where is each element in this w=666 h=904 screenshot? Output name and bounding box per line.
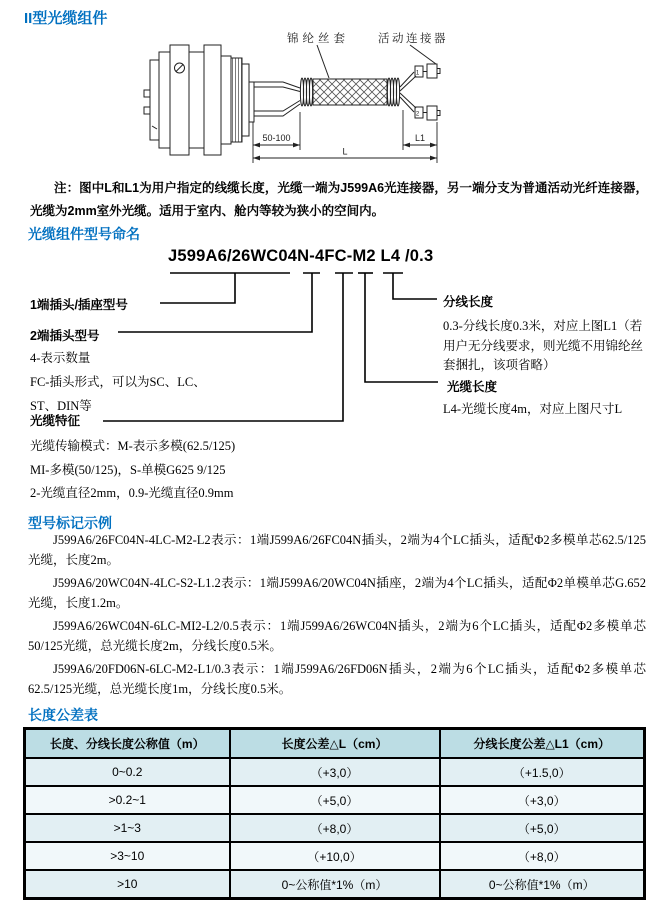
header-cell: 长度、分线长度公称值（m） xyxy=(25,729,230,759)
label-end2-type: 2端插头型号 xyxy=(30,329,100,343)
dim-branch-label: L1 xyxy=(414,133,426,143)
tolerance-heading: 长度公差表 xyxy=(28,707,98,723)
tolerance-table xyxy=(23,727,646,900)
example-paragraph: J599A6/26WC04N-6LC-MI2-L2/0.5表示：1端J599A6/26WC04N插头，2端为6个LC插头，适配Φ2多模单芯50/125光缆，总光缆长度2m，分线长度0.5米。 xyxy=(28,619,646,653)
header-cell: 长度公差△L（cm） xyxy=(230,729,440,759)
label-cable-length: 光缆长度 xyxy=(447,380,498,394)
label-cable-mode2: MI-多模(50/125)，S-单模G625 9/125 xyxy=(30,463,226,477)
table-row xyxy=(25,758,645,786)
table-cell: 0~公称值*1%（m） xyxy=(440,870,645,899)
table-cell: （+3,0） xyxy=(440,786,645,814)
table-cell: >0.2~1 xyxy=(25,786,230,814)
example-paragraph: J599A6/26FC04N-4LC-M2-L2表示：1端J599A6/26FC04N插头，2端为4个LC插头，适配Φ2多模单芯62.5/125光缆，长度2m。 xyxy=(28,533,646,567)
usage-note: 注：图中L和L1为用户指定的线缆长度，光缆一端为J599A6光连接器，另一端分支为普通活动光纤连接器，光缆为2mm室外光缆。适用于室内、舱内等较为狭小的空间内。 xyxy=(30,181,648,218)
table-cell: （+3,0） xyxy=(230,758,440,786)
port-1-label: 1 xyxy=(415,70,420,77)
movable-connector-leader xyxy=(410,45,436,64)
table-cell: （+8,0） xyxy=(230,814,440,842)
table-cell: （+1.5,0） xyxy=(440,758,645,786)
label-end2-style2: ST、DIN等 xyxy=(30,399,92,413)
table-row xyxy=(25,842,645,870)
cable-assembly-drawing xyxy=(0,28,666,178)
table-cell: >10 xyxy=(25,870,230,899)
nylon-mesh-sleeve xyxy=(313,79,387,105)
naming-heading: 光缆组件型号命名 xyxy=(28,226,140,242)
label-end2-qty: 4-表示数量 xyxy=(30,351,91,365)
label-end2-style: FC-插头形式，可以为SC、LC、 xyxy=(30,375,206,389)
port-2-label: 2 xyxy=(415,111,420,118)
table-cell: （+5,0） xyxy=(230,786,440,814)
movable-connector-callout: 活动连接器 xyxy=(378,33,448,45)
nylon-sleeve-leader xyxy=(317,45,329,78)
connector-body xyxy=(144,45,254,155)
label-end1-type: 1端插头/插座型号 xyxy=(30,298,128,312)
label-cable-length-line: L4-光缆长度4m，对应上图尺寸L xyxy=(443,402,623,416)
table-row xyxy=(25,814,645,842)
cable-lines xyxy=(254,82,300,116)
dim-lead-label: 50-100 xyxy=(262,133,291,143)
example-paragraph: J599A6/20FD06N-6LC-M2-L1/0.3表示：1端J599A6/26FD06N插头，2端为6个LC插头，适配Φ2多模单芯62.5/125光缆，总光缆长度1m，分线长度0.5米。 xyxy=(28,662,646,696)
table-cell: （+10,0） xyxy=(230,842,440,870)
table-cell: 0~0.2 xyxy=(25,758,230,786)
label-branch-length: 分线长度 xyxy=(443,295,494,309)
table-cell: 0~公称值*1%（m） xyxy=(230,870,440,899)
label-branch-line3: 套捆扎，该项省略） xyxy=(443,358,556,372)
dim-total-label: L xyxy=(342,146,348,157)
table-row xyxy=(25,870,645,899)
table-header-row xyxy=(25,729,645,759)
label-cable-feature: 光缆特征 xyxy=(30,414,81,428)
page-title: II型光缆组件 xyxy=(24,10,108,27)
example-paragraph: J599A6/20WC04N-4LC-S2-L1.2表示：1端J599A6/20WC04N插座，2端为4个LC插头，适配Φ2单模单芯G.652光缆，长度1.2m。 xyxy=(28,576,646,610)
table-cell: >1~3 xyxy=(25,814,230,842)
nylon-sleeve-callout: 锦纶丝套 xyxy=(287,33,349,45)
table-row xyxy=(25,786,645,814)
examples-block xyxy=(28,531,646,703)
branch-connectors xyxy=(400,64,440,120)
examples-heading: 型号标记示例 xyxy=(28,515,112,531)
header-cell: 分线长度公差△L1（cm） xyxy=(440,729,645,759)
table-cell: （+5,0） xyxy=(440,814,645,842)
table-cell: >3~10 xyxy=(25,842,230,870)
label-cable-diameter: 2-光缆直径2mm，0.9-光缆直径0.9mm xyxy=(30,486,234,500)
model-number: J599A6/26WC04N-4FC-M2 L4 /0.3 xyxy=(168,247,434,265)
label-branch-line1: 0.3-分线长度0.3米，对应上图L1（若 xyxy=(443,319,643,333)
table-cell: （+8,0） xyxy=(440,842,645,870)
label-cable-mode: 光缆传输模式：M-表示多模(62.5/125) xyxy=(30,439,236,453)
label-branch-line2: 用户无分线要求，则光缆不用锦纶丝 xyxy=(443,339,644,353)
